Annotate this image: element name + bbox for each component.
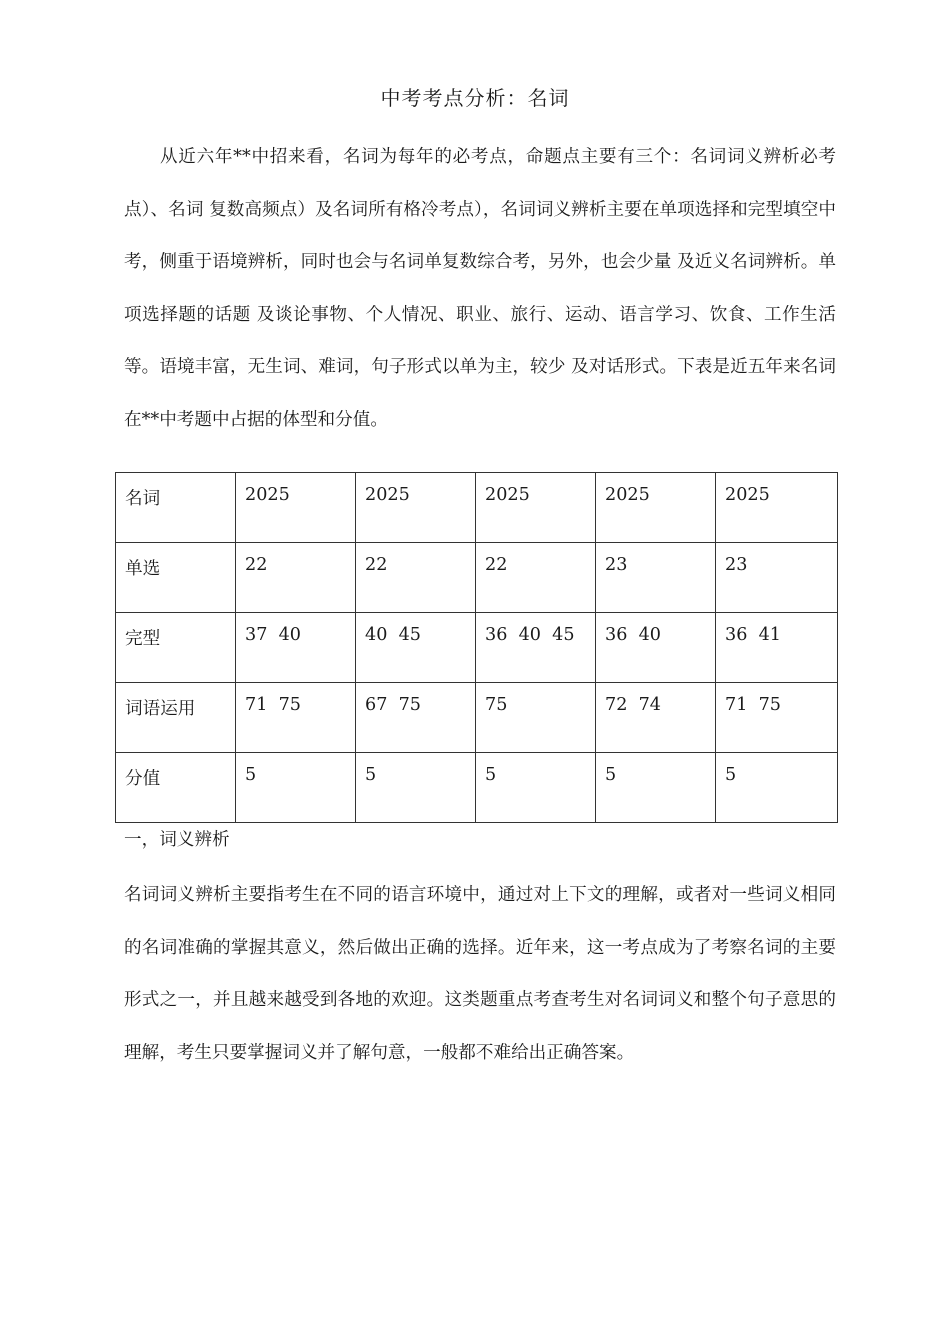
document-title: 中考考点分析：名词	[380, 86, 570, 110]
table-cell: 67 75	[356, 683, 476, 753]
table-cell: 37 40	[236, 613, 356, 683]
section-body-paragraph: 名词词义辨析主要指考生在不同的语言环境中，通过对上下文的理解，或者对一些词义相同的名词准确的掌握其意义，然后做出正确的选择。近年来，这一考点成为了考察名词的主要形式之一，并且越来越受到各地的欢迎。这类题重点考查考生对名词词义和整个句子意思的理解，考生只要掌握词义并了解句意，一般都不难给出正确答案。	[124, 885, 836, 1063]
table-cell: 5	[716, 753, 838, 823]
table-cell: 22	[356, 543, 476, 613]
table-cell: 2025	[476, 473, 596, 543]
table-cell: 2025	[596, 473, 716, 543]
table-cell: 36 41	[716, 613, 838, 683]
table-cell: 分值	[116, 753, 236, 823]
table-cell: 5	[236, 753, 356, 823]
table-cell: 22	[236, 543, 356, 613]
table-cell: 71 75	[716, 683, 838, 753]
table-cell: 75	[476, 683, 596, 753]
intro-paragraph: 从近六年**中招来看，名词为每年的必考点，命题点主要有三个：名词词义辨析必考点）、名词 复数高频点）及名词所有格冷考点），名词词义辨析主要在单项选择和完型填空中考，侧重于语境辨析，同时也会与名词单复数综合考，另外，也会少量 及近义名词辨析。单项选择题的话题 及谈论事物、个人情况、职业、旅行、运动、语言学习、饮食、工作生活等。语境丰富，无生词、难词，句子形式以单为主，较少 及对话形式。下表是近五年来名词在**中考题中占据的体型和分值。	[124, 147, 836, 430]
table-cell: 名词	[116, 473, 236, 543]
table-cell: 71 75	[236, 683, 356, 753]
table-cell: 5	[596, 753, 716, 823]
table-row-cloze	[116, 613, 838, 683]
table-cell: 40 45	[356, 613, 476, 683]
table-cell: 词语运用	[116, 683, 236, 753]
section-heading: 一，词义辨析	[124, 830, 230, 850]
table-cell: 72 74	[596, 683, 716, 753]
table-cell: 23	[716, 543, 838, 613]
table-cell: 22	[476, 543, 596, 613]
table-cell: 36 40 45	[476, 613, 596, 683]
table-row-word-usage	[116, 683, 838, 753]
table-cell: 完型	[116, 613, 236, 683]
table-cell: 5	[356, 753, 476, 823]
table-cell: 2025	[236, 473, 356, 543]
table-row-header	[116, 473, 838, 543]
table-row-single-choice	[116, 543, 838, 613]
exam-score-table	[115, 472, 838, 823]
table-row-score	[116, 753, 838, 823]
table-cell: 5	[476, 753, 596, 823]
table-cell: 单选	[116, 543, 236, 613]
table-cell: 23	[596, 543, 716, 613]
table-cell: 2025	[356, 473, 476, 543]
table-cell: 2025	[716, 473, 838, 543]
table-cell: 36 40	[596, 613, 716, 683]
